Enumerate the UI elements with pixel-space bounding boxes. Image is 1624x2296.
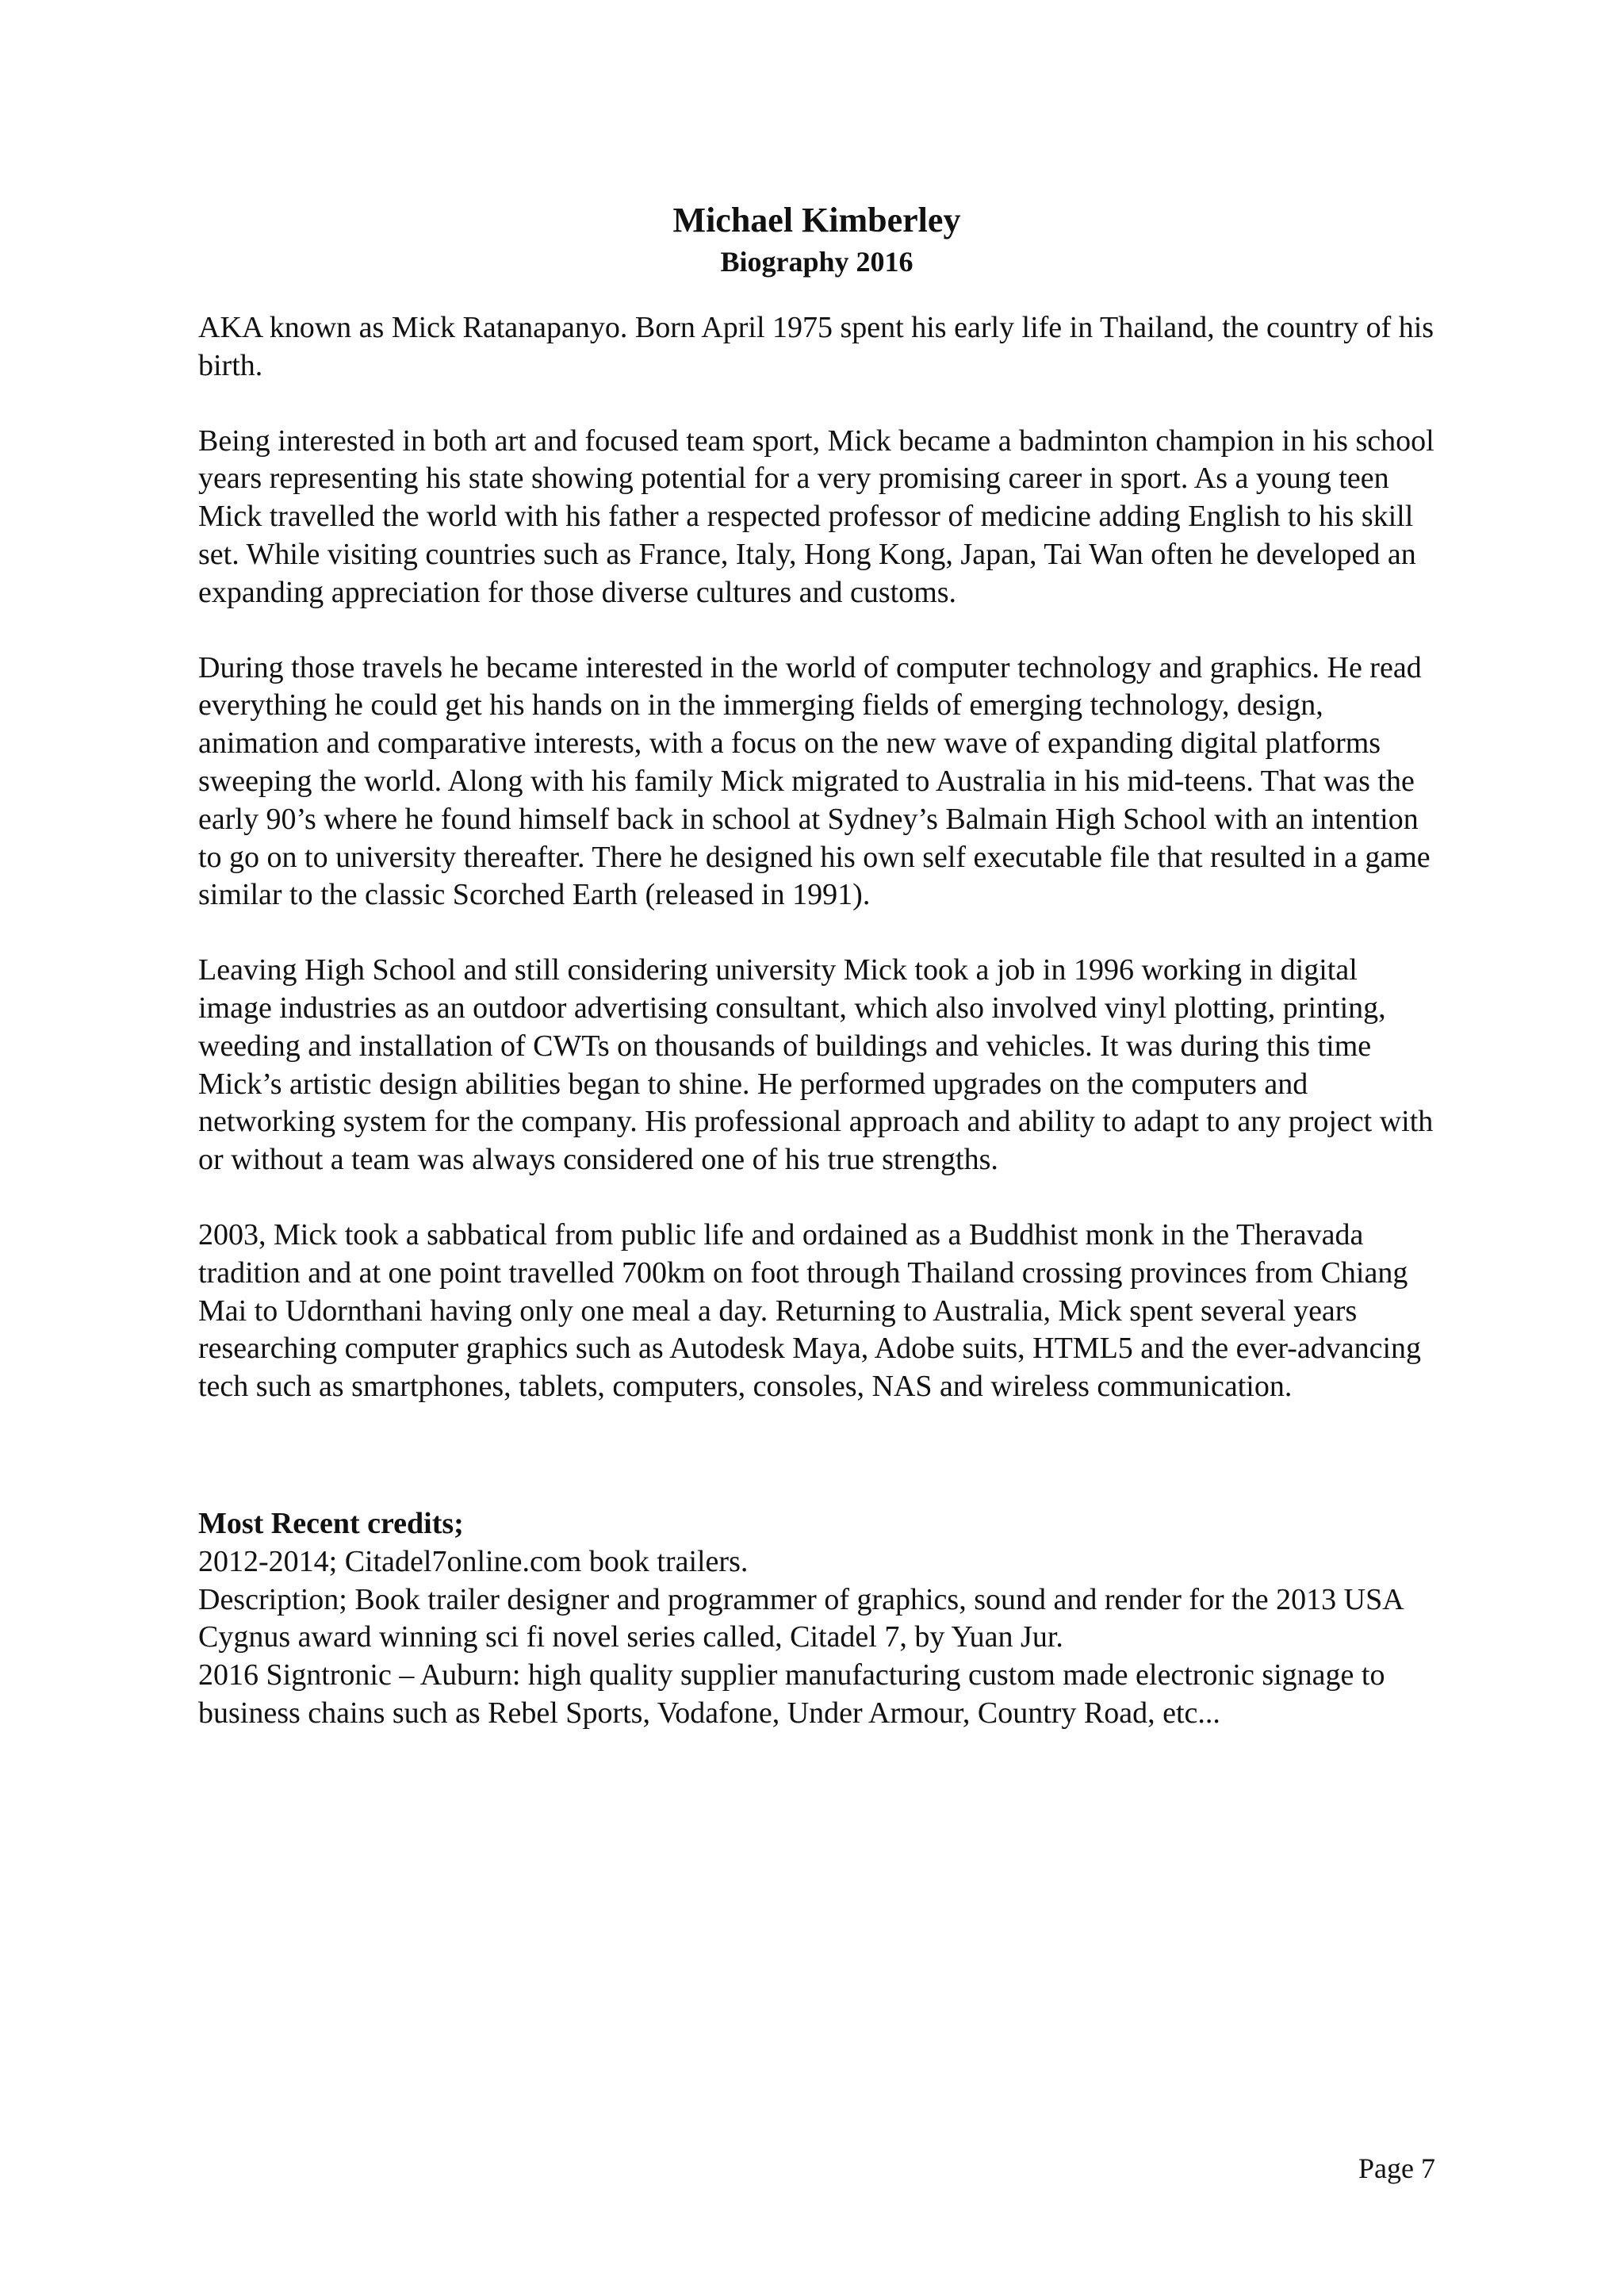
paragraph-early-interests: Being interested in both art and focused team sport, Mick became a badminton champion in his school years representing his state showing potential for a very promising career in sport. As a young teen Mick travelled the world with his father a respected professor of medicine adding English to his skill set. While visiting countries such as France, Italy, Hong Kong, Japan, Tai Wan often he developed an expanding appreciation for those diverse cultures and customs. [198, 424, 1434, 609]
paragraph-technology: During those travels he became interested in the world of computer technology and graphics. He read everything he could get his hands on in the immerging fields of emerging technology, design, animation and comparative interests, with a focus on the new wave of expanding digital platforms sweeping the world. Along with his family Mick migrated to Australia in his mid-teens. That was the early 90’s where he found himself back in school at Sydney’s Balmain High School with an intention to go on to university thereafter. There he designed his own self executable file that resulted in a game similar to the classic Scorched Earth (released in 1991). [198, 650, 1431, 912]
document-subtitle: Biography 2016 [720, 246, 914, 278]
document-title: Michael Kimberley [672, 201, 961, 240]
credit-line: 2012-2014; Citadel7online.com book trailers. [198, 1544, 749, 1578]
paragraph-career: Leaving High School and still considering university Mick took a job in 1996 working in digital image industries as an outdoor advertising consultant, which also involved vinyl plotting, printing, weeding and installation of CWTs on thousands of buildings and vehicles. It was during this time Mick’s artistic design abilities began to shine. He performed upgrades on the computers and networking system for the company. His professional approach and ability to adapt to any project with or without a team was always considered one of his true strengths. [198, 953, 1434, 1177]
page-content [198, 198, 1435, 1733]
credits-heading: Most Recent credits; [198, 1506, 464, 1540]
paragraph-sabbatical: 2003, Mick took a sabbatical from public life and ordained as a Buddhist monk in the Theravada tradition and at one point travelled 700km on foot through Thailand crossing provinces from Chiang Mai to Udornthani having only one meal a day. Returning to Australia, Mick spent several years researching computer graphics such as Autodesk Maya, Adobe suits, HTML5 and the ever-advancing tech such as smartphones, tablets, computers, consoles, NAS and wireless communication. [198, 1217, 1422, 1404]
page-number: Page 7 [1358, 2152, 1435, 2184]
credit-line: Description; Book trailer designer and programmer of graphics, sound and render for the 2013 USA Cygnus award winning sci fi novel series called, Citadel 7, by Yuan Jur. [198, 1582, 1403, 1654]
paragraph-origin: AKA known as Mick Ratanapanyo. Born April 1975 spent his early life in Thailand, the country of his birth. [198, 311, 1434, 382]
credits-section [198, 1505, 1435, 1733]
credit-line: 2016 Signtronic – Auburn: high quality supplier manufacturing custom made electronic signage to business chains such as Rebel Sports, Vodafone, Under Armour, Country Road, etc... [198, 1658, 1385, 1730]
